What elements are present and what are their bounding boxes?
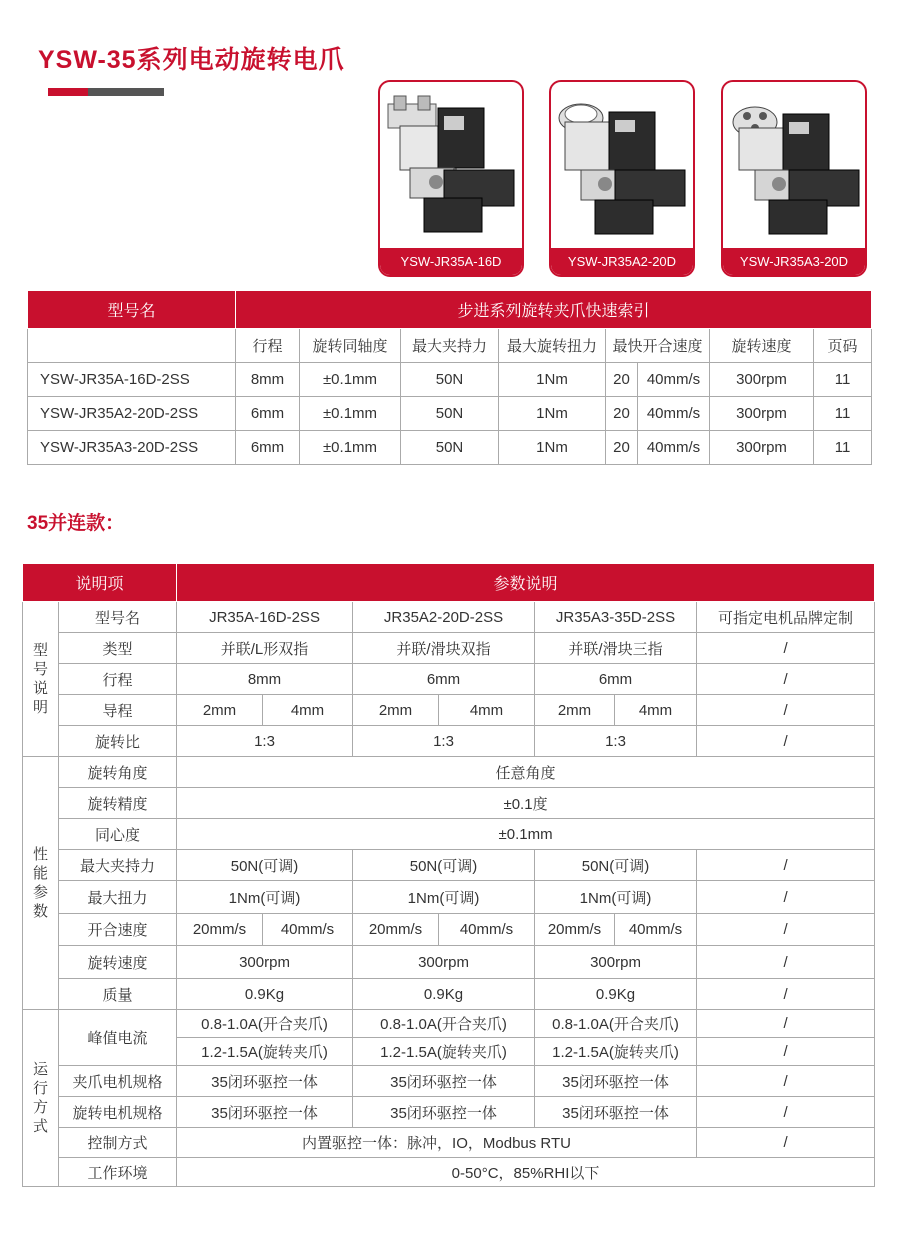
column-header: 最大夹持力 [401, 329, 499, 363]
cell-value: 1:3 [353, 726, 535, 757]
cell-speed-b: 40mm/s [638, 397, 710, 431]
cell-value: / [697, 881, 875, 914]
table-row [28, 397, 872, 431]
column-header: 最快开合速度 [606, 329, 710, 363]
cell-value: / [697, 914, 875, 946]
row-label: 峰值电流 [59, 1010, 177, 1066]
table-row [28, 363, 872, 397]
cell-value: / [697, 850, 875, 881]
row-label: 旋转精度 [59, 788, 177, 819]
cell-value: 2mm [177, 695, 263, 726]
cell-rot-speed: 300rpm [710, 363, 814, 397]
row-label: 旋转比 [59, 726, 177, 757]
header-index-title: 步进系列旋转夹爪快速索引 [236, 291, 872, 329]
product-card[interactable] [721, 80, 867, 277]
cell-page: 11 [814, 397, 872, 431]
cell-value: 任意角度 [177, 757, 875, 788]
cell-page: 11 [814, 431, 872, 465]
cell-value: 2mm [535, 695, 615, 726]
row-label: 型号名 [59, 602, 177, 633]
cell-value: / [697, 1038, 875, 1066]
cell-value: / [697, 979, 875, 1010]
cell-rot-speed: 300rpm [710, 397, 814, 431]
cell-model: YSW-JR35A2-20D-2SS [28, 397, 236, 431]
cell-value: JR35A2-20D-2SS [353, 602, 535, 633]
gripper-three-finger-image [723, 82, 865, 250]
cell-value: 35闭环驱控一体 [353, 1097, 535, 1128]
group-label-operation: 运行方式 [23, 1010, 59, 1187]
cell-value: 并联/滑块三指 [535, 633, 697, 664]
row-label: 最大扭力 [59, 881, 177, 914]
cell-value: 可指定电机品牌定制 [697, 602, 875, 633]
cell-value: JR35A3-35D-2SS [535, 602, 697, 633]
cell-value: 1.2-1.5A(旋转夹爪) [177, 1038, 353, 1066]
product-card[interactable] [549, 80, 695, 277]
title-underline-red [48, 88, 88, 96]
cell-value: 50N(可调) [353, 850, 535, 881]
cell-value: 50N(可调) [535, 850, 697, 881]
column-header: 行程 [236, 329, 300, 363]
cell-value: / [697, 1097, 875, 1128]
cell-value: / [697, 1010, 875, 1038]
section-subtitle: 35并连款： [27, 513, 125, 534]
cell-stroke: 6mm [236, 431, 300, 465]
gripper-slide-double-image [551, 82, 693, 250]
cell-value: 0.9Kg [177, 979, 353, 1010]
product-label: YSW-JR35A3-20D [723, 248, 865, 275]
cell-value: 0-50°C，85%RHI以下 [177, 1158, 875, 1187]
row-label: 质量 [59, 979, 177, 1010]
cell-coaxiality: ±0.1mm [300, 363, 401, 397]
row-label: 旋转角度 [59, 757, 177, 788]
gripper-l-finger-image [380, 82, 522, 250]
row-label: 导程 [59, 695, 177, 726]
column-header: 最大旋转扭力 [499, 329, 606, 363]
cell-value: 40mm/s [615, 914, 697, 946]
cell-torque: 1Nm [499, 431, 606, 465]
cell-speed-b: 40mm/s [638, 363, 710, 397]
cell-force: 50N [401, 397, 499, 431]
cell-torque: 1Nm [499, 397, 606, 431]
cell-torque: 1Nm [499, 363, 606, 397]
cell-value: / [697, 695, 875, 726]
header-param: 参数说明 [177, 564, 875, 602]
cell-stroke: 6mm [236, 397, 300, 431]
cell-value: 并联/L形双指 [177, 633, 353, 664]
column-header: 页码 [814, 329, 872, 363]
cell-value: 0.9Kg [353, 979, 535, 1010]
cell-value: / [697, 1066, 875, 1097]
cell-value: 1:3 [535, 726, 697, 757]
group-label-performance: 性能参数 [23, 757, 59, 1010]
cell-value: 4mm [615, 695, 697, 726]
cell-value: 300rpm [177, 946, 353, 979]
cell-value: 0.8-1.0A(开合夹爪) [535, 1010, 697, 1038]
header-item: 说明项 [23, 564, 177, 602]
spec-table [22, 563, 875, 1187]
table-row [28, 431, 872, 465]
cell-value: 35闭环驱控一体 [535, 1097, 697, 1128]
column-header: 旋转同轴度 [300, 329, 401, 363]
cell-value: ±0.1mm [177, 819, 875, 850]
cell-value: 2mm [353, 695, 439, 726]
cell-rot-speed: 300rpm [710, 431, 814, 465]
cell-force: 50N [401, 431, 499, 465]
row-label: 旋转电机规格 [59, 1097, 177, 1128]
cell-value: 1Nm(可调) [177, 881, 353, 914]
row-label: 同心度 [59, 819, 177, 850]
header-model-name: 型号名 [28, 291, 236, 329]
row-label: 开合速度 [59, 914, 177, 946]
cell-value: / [697, 633, 875, 664]
cell-value: 并联/滑块双指 [353, 633, 535, 664]
cell-speed-a: 20 [606, 363, 638, 397]
empty-header-cell [28, 329, 236, 363]
row-label: 夹爪电机规格 [59, 1066, 177, 1097]
group-label-model: 型号说明 [23, 602, 59, 757]
cell-value: 20mm/s [353, 914, 439, 946]
cell-value: 内置驱控一体：脉冲，IO，Modbus RTU [177, 1128, 697, 1158]
cell-value: 35闭环驱控一体 [535, 1066, 697, 1097]
cell-force: 50N [401, 363, 499, 397]
row-label: 类型 [59, 633, 177, 664]
cell-model: YSW-JR35A3-20D-2SS [28, 431, 236, 465]
cell-value: 0.8-1.0A(开合夹爪) [177, 1010, 353, 1038]
cell-speed-a: 20 [606, 397, 638, 431]
cell-value: 20mm/s [535, 914, 615, 946]
row-label: 旋转速度 [59, 946, 177, 979]
cell-value: 4mm [263, 695, 353, 726]
cell-value: 35闭环驱控一体 [177, 1066, 353, 1097]
cell-value: 50N(可调) [177, 850, 353, 881]
cell-value: 4mm [439, 695, 535, 726]
cell-value: 35闭环驱控一体 [353, 1066, 535, 1097]
cell-coaxiality: ±0.1mm [300, 431, 401, 465]
cell-value: 8mm [177, 664, 353, 695]
cell-value: JR35A-16D-2SS [177, 602, 353, 633]
cell-value: 1:3 [177, 726, 353, 757]
cell-value: 300rpm [535, 946, 697, 979]
cell-model: YSW-JR35A-16D-2SS [28, 363, 236, 397]
cell-value: 1Nm(可调) [353, 881, 535, 914]
cell-value: 40mm/s [263, 914, 353, 946]
cell-page: 11 [814, 363, 872, 397]
cell-value: 0.8-1.0A(开合夹爪) [353, 1010, 535, 1038]
cell-value: 6mm [353, 664, 535, 695]
cell-value: 0.9Kg [535, 979, 697, 1010]
cell-value: 20mm/s [177, 914, 263, 946]
cell-value: / [697, 726, 875, 757]
cell-coaxiality: ±0.1mm [300, 397, 401, 431]
cell-value: 40mm/s [439, 914, 535, 946]
row-label: 行程 [59, 664, 177, 695]
cell-value: 300rpm [353, 946, 535, 979]
cell-stroke: 8mm [236, 363, 300, 397]
page-title: YSW-35系列电动旋转电爪 [38, 46, 345, 74]
cell-value: 1Nm(可调) [535, 881, 697, 914]
row-label: 控制方式 [59, 1128, 177, 1158]
cell-value: 1.2-1.5A(旋转夹爪) [353, 1038, 535, 1066]
row-label: 工作环境 [59, 1158, 177, 1187]
cell-value: / [697, 946, 875, 979]
cell-value: 35闭环驱控一体 [177, 1097, 353, 1128]
cell-value: ±0.1度 [177, 788, 875, 819]
quick-index-table [27, 290, 872, 465]
product-label: YSW-JR35A2-20D [551, 248, 693, 275]
column-header: 旋转速度 [710, 329, 814, 363]
cell-value: / [697, 664, 875, 695]
title-underline-grey [88, 88, 164, 96]
cell-speed-b: 40mm/s [638, 431, 710, 465]
cell-speed-a: 20 [606, 431, 638, 465]
cell-value: 6mm [535, 664, 697, 695]
cell-value: 1.2-1.5A(旋转夹爪) [535, 1038, 697, 1066]
row-label: 最大夹持力 [59, 850, 177, 881]
product-label: YSW-JR35A-16D [380, 248, 522, 275]
product-card[interactable] [378, 80, 524, 277]
cell-value: / [697, 1128, 875, 1158]
